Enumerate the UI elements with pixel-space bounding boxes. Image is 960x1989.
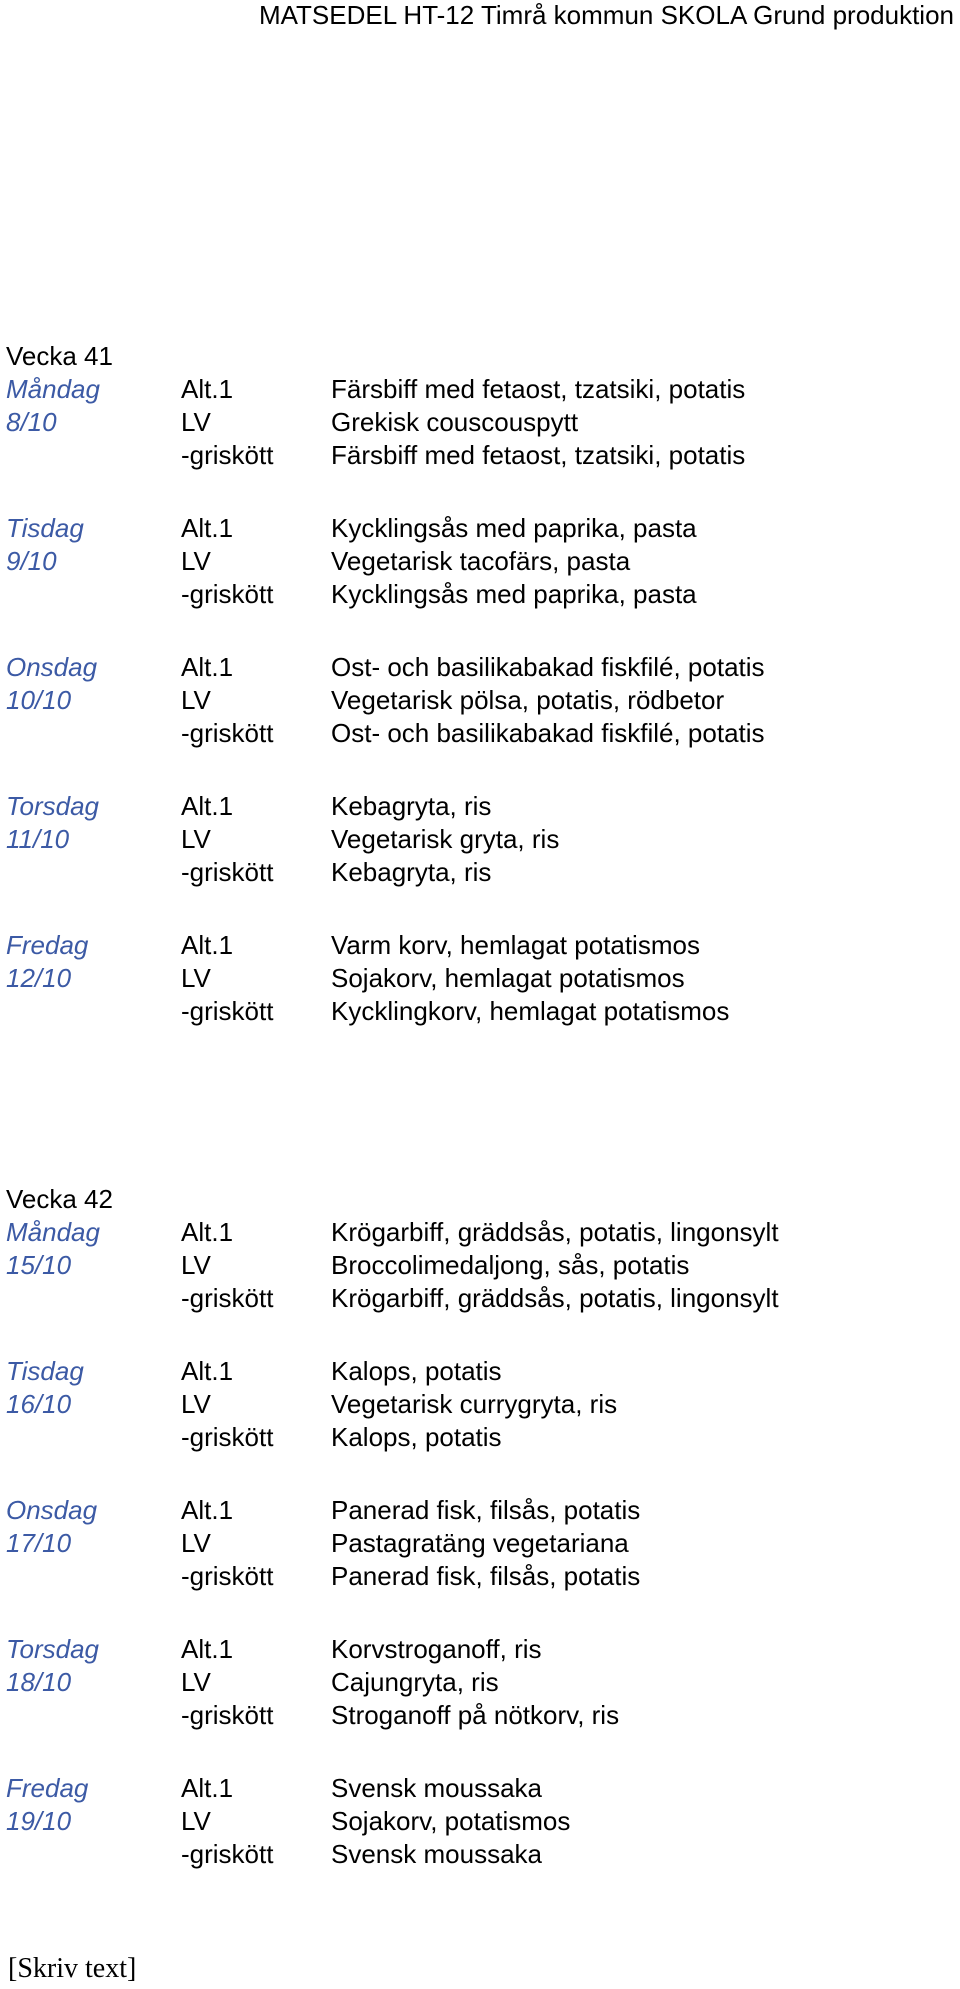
menu-row	[6, 1560, 946, 1593]
dish-name: Svensk moussaka	[331, 1839, 542, 1869]
menu-row	[6, 512, 946, 545]
day-date: 10/10	[6, 685, 72, 715]
dish-name: Stroganoff på nötkorv, ris	[331, 1700, 620, 1730]
alternative-label: LV	[181, 546, 211, 576]
alternative-label: Alt.1	[181, 1495, 234, 1525]
alternative-label: -griskött	[181, 1283, 274, 1313]
alternative-label: LV	[181, 1806, 211, 1836]
day-date: 19/10	[6, 1806, 72, 1836]
empty-cell	[6, 1560, 181, 1593]
alternative-label: Alt.1	[181, 652, 234, 682]
dish-name: Panerad fisk, filsås, potatis	[331, 1495, 641, 1525]
dish-name: Färsbiff med fetaost, tzatsiki, potatis	[331, 440, 746, 470]
dish-name: Svensk moussaka	[331, 1773, 542, 1803]
alternative-label: -griskött	[181, 1700, 274, 1730]
menu-row	[6, 995, 946, 1028]
menu-row	[6, 439, 946, 472]
alternative-label: Alt.1	[181, 1634, 234, 1664]
dish-name: Vegetarisk pölsa, potatis, rödbetor	[331, 685, 725, 715]
alternative-label: LV	[181, 685, 211, 715]
alternative-label: Alt.1	[181, 1217, 234, 1247]
menu-row	[6, 1421, 946, 1454]
dish-name: Ost- och basilikabakad fiskfilé, potatis	[331, 718, 765, 748]
menu-row	[6, 1666, 946, 1699]
page-header: MATSEDEL HT-12 Timrå kommun SKOLA Grund produktion	[258, 0, 954, 30]
menu-row	[6, 684, 946, 717]
alternative-label: LV	[181, 1250, 211, 1280]
menu-row	[6, 823, 946, 856]
menu-row	[6, 651, 946, 684]
day-date: 11/10	[6, 824, 70, 854]
alternative-label: Alt.1	[181, 930, 234, 960]
menu-row	[6, 1282, 946, 1315]
dish-name: Kycklingkorv, hemlagat potatismos	[331, 996, 730, 1026]
alternative-label: LV	[181, 407, 211, 437]
day-name: Torsdag	[6, 791, 99, 821]
dish-name: Cajungryta, ris	[331, 1667, 499, 1697]
alternative-label: LV	[181, 1389, 211, 1419]
menu-row	[6, 578, 946, 611]
menu-row	[6, 1805, 946, 1838]
day-block	[6, 929, 946, 1068]
dish-name: Sojakorv, hemlagat potatismos	[331, 963, 685, 993]
empty-cell	[6, 1838, 181, 1871]
dish-name: Vegetarisk gryta, ris	[331, 824, 560, 854]
menu-row	[6, 962, 946, 995]
dish-name: Sojakorv, potatismos	[331, 1806, 571, 1836]
alternative-label: -griskött	[181, 996, 274, 1026]
day-name: Måndag	[6, 1217, 100, 1247]
day-name: Fredag	[6, 930, 89, 960]
dish-name: Varm korv, hemlagat potatismos	[331, 930, 700, 960]
week-block	[6, 340, 946, 1068]
menu-row	[6, 1838, 946, 1871]
day-block	[6, 1494, 946, 1633]
day-date: 17/10	[6, 1528, 72, 1558]
day-block	[6, 1633, 946, 1772]
menu-row	[6, 406, 946, 439]
alternative-label: LV	[181, 1528, 211, 1558]
menu-row	[6, 545, 946, 578]
menu-row	[6, 1216, 946, 1249]
alternative-label: Alt.1	[181, 791, 234, 821]
day-date: 16/10	[6, 1389, 72, 1419]
dish-name: Vegetarisk tacofärs, pasta	[331, 546, 631, 576]
week-title: Vecka 41	[6, 341, 113, 371]
dish-name: Korvstroganoff, ris	[331, 1634, 542, 1664]
day-block	[6, 790, 946, 929]
dish-name: Broccolimedaljong, sås, potatis	[331, 1250, 690, 1280]
empty-cell	[6, 1421, 181, 1454]
day-block	[6, 512, 946, 651]
alternative-label: Alt.1	[181, 513, 234, 543]
dish-name: Krögarbiff, gräddsås, potatis, lingonsylt	[331, 1217, 779, 1247]
menu-row	[6, 1494, 946, 1527]
empty-cell	[6, 856, 181, 889]
menu-row	[6, 1388, 946, 1421]
empty-cell	[6, 1282, 181, 1315]
dish-name: Kalops, potatis	[331, 1422, 502, 1452]
menu-row	[6, 1699, 946, 1732]
alternative-label: Alt.1	[181, 374, 234, 404]
menu-row	[6, 1772, 946, 1805]
dish-name: Färsbiff med fetaost, tzatsiki, potatis	[331, 374, 746, 404]
dish-name: Kebagryta, ris	[331, 791, 492, 821]
day-name: Torsdag	[6, 1634, 99, 1664]
dish-name: Kycklingsås med paprika, pasta	[331, 513, 697, 543]
alternative-label: LV	[181, 1667, 211, 1697]
alternative-label: -griskött	[181, 440, 274, 470]
menu-row	[6, 790, 946, 823]
menu-row	[6, 856, 946, 889]
week-block	[6, 1183, 946, 1911]
week-title: Vecka 42	[6, 1184, 113, 1214]
day-date: 9/10	[6, 546, 57, 576]
day-name: Tisdag	[6, 1356, 84, 1386]
dish-name: Grekisk couscouspytt	[331, 407, 579, 437]
dish-name: Krögarbiff, gräddsås, potatis, lingonsylt	[331, 1283, 779, 1313]
menu-row	[6, 929, 946, 962]
day-block	[6, 1772, 946, 1911]
menu-row	[6, 1633, 946, 1666]
menu-row	[6, 1355, 946, 1388]
day-block	[6, 1355, 946, 1494]
day-date: 8/10	[6, 407, 57, 437]
alternative-label: LV	[181, 963, 211, 993]
alternative-label: Alt.1	[181, 1356, 234, 1386]
day-date: 18/10	[6, 1667, 72, 1697]
alternative-label: -griskött	[181, 718, 274, 748]
dish-name: Kebagryta, ris	[331, 857, 492, 887]
day-name: Måndag	[6, 374, 100, 404]
day-name: Onsdag	[6, 1495, 98, 1525]
empty-cell	[6, 717, 181, 750]
day-date: 12/10	[6, 963, 72, 993]
empty-cell	[6, 1699, 181, 1732]
empty-cell	[6, 439, 181, 472]
day-name: Fredag	[6, 1773, 89, 1803]
menu-row	[6, 373, 946, 406]
day-name: Tisdag	[6, 513, 84, 543]
alternative-label: LV	[181, 824, 211, 854]
dish-name: Panerad fisk, filsås, potatis	[331, 1561, 641, 1591]
day-name: Onsdag	[6, 652, 98, 682]
dish-name: Vegetarisk currygryta, ris	[331, 1389, 618, 1419]
alternative-label: -griskött	[181, 579, 274, 609]
dish-name: Pastagratäng vegetariana	[331, 1528, 629, 1558]
alternative-label: Alt.1	[181, 1773, 234, 1803]
menu-row	[6, 1527, 946, 1560]
dish-name: Kycklingsås med paprika, pasta	[331, 579, 697, 609]
footer-placeholder: [Skriv text]	[8, 1953, 137, 1984]
day-block	[6, 651, 946, 790]
empty-cell	[6, 578, 181, 611]
alternative-label: -griskött	[181, 857, 274, 887]
empty-cell	[6, 995, 181, 1028]
alternative-label: -griskött	[181, 1839, 274, 1869]
dish-name: Ost- och basilikabakad fiskfilé, potatis	[331, 652, 765, 682]
alternative-label: -griskött	[181, 1422, 274, 1452]
alternative-label: -griskött	[181, 1561, 274, 1591]
day-date: 15/10	[6, 1250, 72, 1280]
menu-row	[6, 1249, 946, 1282]
day-block	[6, 1216, 946, 1355]
dish-name: Kalops, potatis	[331, 1356, 502, 1386]
day-block	[6, 373, 946, 512]
menu-row	[6, 717, 946, 750]
